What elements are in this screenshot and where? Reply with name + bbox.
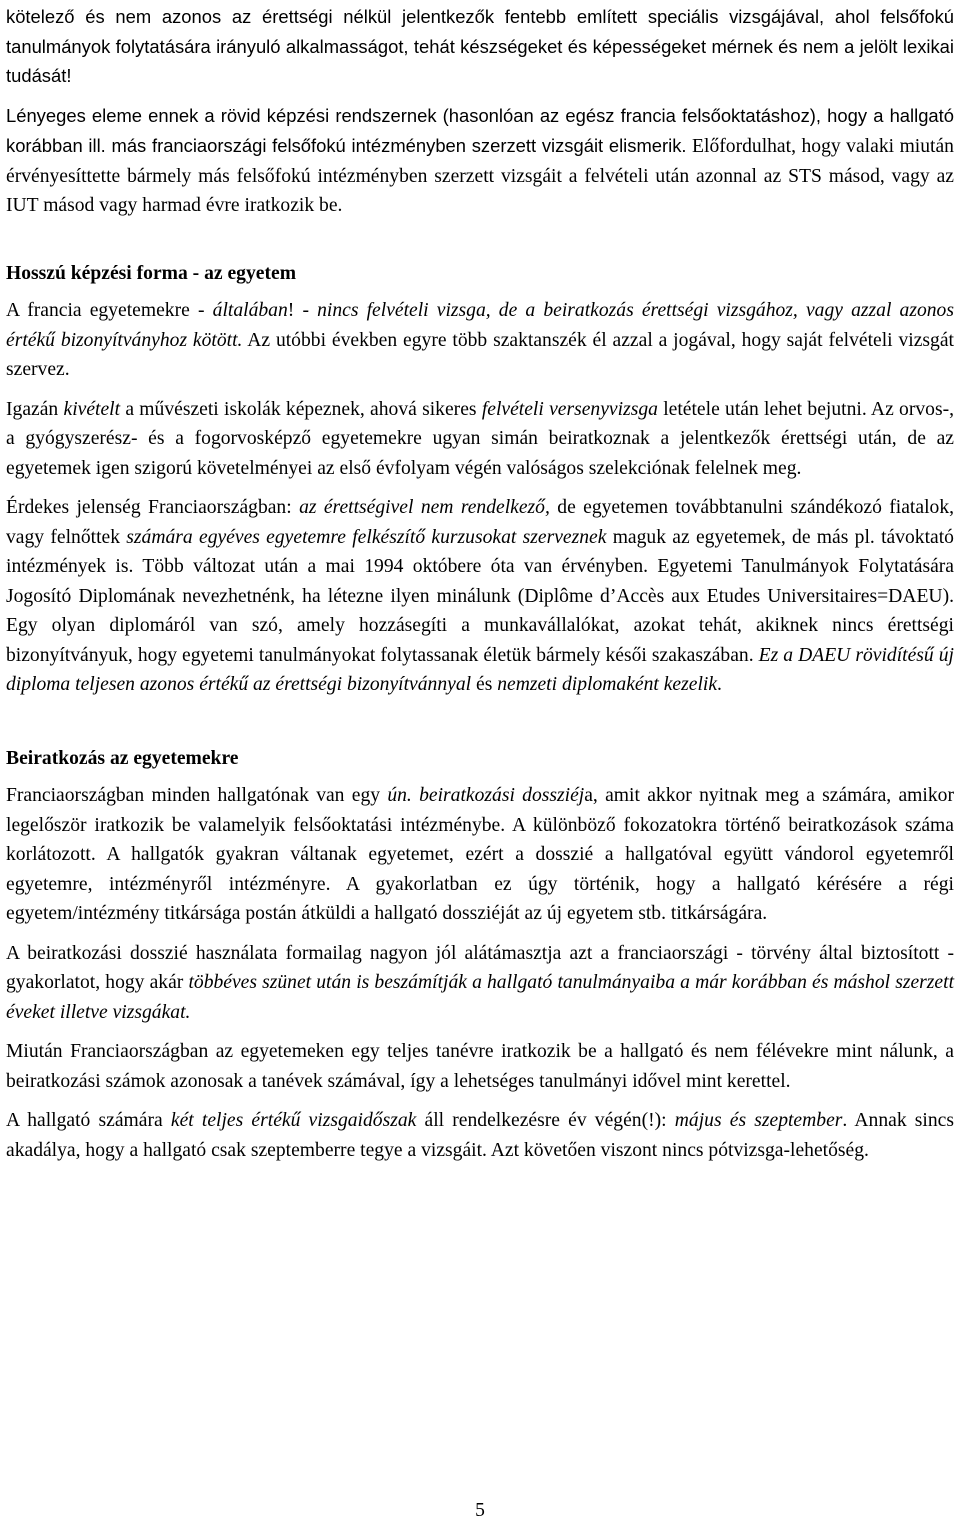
text-italic: ún. beiratkozási dossziéj [387,785,585,806]
section-heading-university: Hosszú képzési forma - az egyetem [6,262,297,284]
text: A francia egyetemekre - [6,300,213,321]
text: Franciaországban minden hallgatónak van egy [6,785,388,806]
text-italic: számára egyéves egyetemre felkészítő kurzusokat szerveznek [126,526,607,548]
text-italic: két teljes értékű vizsgaidőszak [170,1110,417,1131]
text-italic: - nincs felvételi vizsga, de a beiratkozás érettségi vizsgához, vagy azzal azonos értékű bizonyítványhoz kötött. [6,300,954,351]
text-italic: kivételt [63,398,121,420]
paragraph-daeu [6,493,954,700]
text-italic: május és szeptember [674,1110,843,1131]
text: áll rendelkezésre év végén(!): [416,1110,675,1131]
text: kötelező és nem azonos az érettségi nélkül jelentkezők fentebb említett speciális vizsgájával, ahol felsőfokú tanulmányok folytatására irányuló alkalmasságot, tehát készségeket és képességeket mérnek és nem a jelölt lexikai tudását! [6,6,954,86]
text: a, amit akkor nyitnak meg a számára, amikor legelőször iratkozik be valamelyik felsőoktatási intézménybe. A különböző fokozatokra történő beiratkozások száma korlátozott. A hallgatók gyakran váltanak egyetemet, ezért a dosszié a hallgatóval együtt vándorol egyetemről egyetemre, intézményről intézményre. A gyakorlatban ez úgy történik, hogy a hallgató kérésére a régi egyetem/intézmény titkársága postán átküldi a hallgató dossziéját az új egyetem stb. titkárságára. [6,785,954,924]
paragraph-exam-periods [6,1106,954,1165]
text: A hallgató számára [6,1110,171,1131]
text: ! [287,300,303,321]
text-italic: az érettségivel nem rendelkező, [299,497,550,518]
text: Lényeges eleme ennek a rövid képzési rendszernek (hasonlóan az egész francia felsőoktatáshoz), hogy a hallgató korábban ill. más franciaországi felsőfokú intézményben szerzett vizsgáit elismerik. [6,104,954,156]
text-italic: felvételi versenyvizsga [481,398,658,420]
text-italic: nemzeti diplomaként kezelik [497,674,718,695]
paragraph-university-admission [6,296,954,385]
text: letétele után lehet bejutni. [657,398,867,420]
text: Előfordulhat, hogy valaki miután érvényesíttette bármely más felsőfokú intézményben szerzett vizsgáit a felvételi után azonnal az STS másod, vagy az IUT másod vagy harmad évre iratkozik be. [6,136,954,216]
text: de egyetemen továbbtanulni szándékozó fiatalok, vagy felnőttek [6,497,955,548]
paragraph-dossier-usage [6,939,954,1028]
page-number: 5 [475,1500,485,1521]
section-heading-enrollment: Beiratkozás az egyetemekre [6,747,239,769]
paragraph-academic-year [6,1037,954,1096]
text: Miután Franciaországban az egyetemeken egy teljes tanévre iratkozik be a hallgató és nem félévekre mint nálunk, a beiratkozási számok azonosak a tanévek számával, így a lehetséges tanulmányi idővel mint kerettel. [6,1041,954,1092]
text: és [471,674,498,695]
text: . [717,674,722,695]
text-italic: többéves szünet után is beszámítják a hallgató tanulmányaiba a már korábban és máshol szerzett éveket illetve vizsgákat. [6,972,955,1023]
paragraph-special-exam [6,2,954,91]
text: maguk az egyetemek, de más pl. távoktató intézmények is. Több változat után a mai 1994 októbere óta van érvényben. Egyetemi Tanulmányok Folytatására Jogosító Diplomának nevezhetnénk, ha létezne ilyen minálunk (Diplôme d’Accès aux Etudes Universitaires=DAEU). Egy olyan diplomáról van szó, amely hozzásegíti a munkavállalókat, azokat tehát, akiknek nincs érettségi bizonyítványuk, hogy egyetemi tanulmányokat folytassanak életük bármely késői szakaszában. [6,526,954,666]
text: A beiratkozási dosszié használata formailag nagyon jól alátámasztja azt a franciaországi - törvény által biztosított - gyakorlatot, hogy akár [6,942,954,993]
paragraph-short-training [6,101,954,221]
text: Érdekes jelenség Franciaországban: [6,497,300,518]
paragraph-enrollment-dossier [6,781,954,929]
paragraph-art-schools [6,395,954,484]
text: Az orvos-, a gyógyszerész- és a fogorvosképző egyetemekre ugyan simán beiratkoznak a jelentkezők érettségi után, de az egyetemek igen szigorú követelményei az első évfolyam végén valóságos szelekciónak felelnek meg. [6,398,955,479]
text: Az utóbbi években egyre több szaktanszék él azzal a jogával, hogy saját felvételi vizsgát szervez. [6,329,954,380]
text-italic: általában [212,300,288,321]
text: Igazán [6,398,64,420]
text: a művészeti iskolák képeznek, ahová sikeres [120,398,482,420]
text-italic: Ez a DAEU rövidítésű új diploma teljesen azonos értékű az érettségi bizonyítvánnyal [6,644,954,695]
text: . Annak sincs akadálya, hogy a hallgató csak szeptemberre tegye a vizsgáit. Azt követően viszont nincs pótvizsga-lehetőség. [6,1110,954,1161]
document-page [6,0,954,1165]
